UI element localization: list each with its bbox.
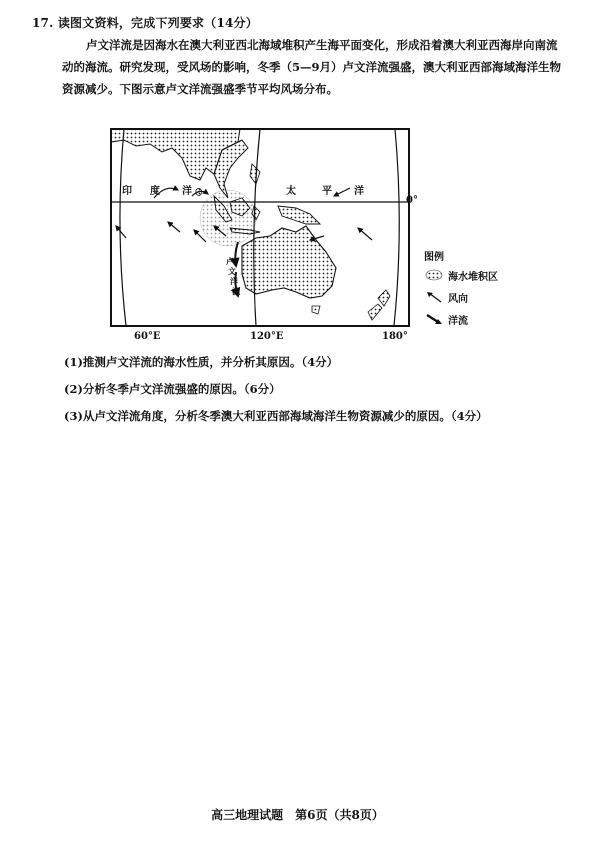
- legend-item-accumulation: [424, 264, 498, 286]
- equator-label: 0°: [406, 195, 418, 206]
- legend-label-accumulation: 海水堆积区: [448, 271, 498, 283]
- label-current-lu: 卢: [226, 256, 234, 266]
- label-current-wen: 文: [228, 266, 236, 276]
- label-pacific-ping: 平: [322, 186, 332, 197]
- legend-title: 图例: [424, 251, 444, 263]
- dotted-area-icon: [424, 268, 444, 282]
- tick-120e: 120°E: [250, 331, 284, 342]
- label-pacific-tai: 太: [286, 186, 296, 197]
- label-current-yang: 洋: [230, 276, 238, 286]
- subquestion-3: (3)从卢文洋流角度，分析冬季澳大利亚西部海域海洋生物资源减少的原因。（4分）: [64, 409, 488, 423]
- page-footer: 高三地理试题 第6页（共8页）: [211, 808, 384, 822]
- legend-item-current: [424, 308, 498, 330]
- label-indian-du: 度: [150, 186, 160, 197]
- wind-field-map: [110, 128, 410, 328]
- label-current-liu: 流: [232, 286, 240, 296]
- tick-60e: 60°E: [134, 331, 161, 342]
- legend-label-current: 洋流: [448, 315, 468, 327]
- current-arrow-icon: [424, 312, 444, 326]
- legend: [424, 246, 498, 330]
- label-indian-yin: 印: [122, 186, 132, 197]
- wind-arrow-icon: [424, 290, 444, 304]
- label-pacific-yang: 洋: [354, 186, 364, 197]
- legend-label-wind: 风向: [448, 293, 468, 305]
- tick-180: 180°: [382, 331, 408, 342]
- label-indian-yang: 洋: [182, 186, 192, 197]
- subquestion-1: (1)推测卢文洋流的海水性质，并分析其原因。（4分）: [64, 355, 339, 369]
- question-intro: 卢文洋流是因海水在澳大利亚西北海域堆积产生海平面变化，形成沿着澳大利亚西海岸向南流动的海流。研究发现，受风场的影响，冬季（5—9月）卢文洋流强盛，澳大利亚西部海域海洋生物资源减少。下图示意卢文洋流强盛季节平均风场分布。: [62, 38, 561, 96]
- question-header: 17. 读图文资料，完成下列要求（14分）: [32, 16, 258, 30]
- legend-item-wind: [424, 286, 498, 308]
- subquestion-2: (2)分析冬季卢文洋流强盛的原因。（6分）: [64, 382, 281, 396]
